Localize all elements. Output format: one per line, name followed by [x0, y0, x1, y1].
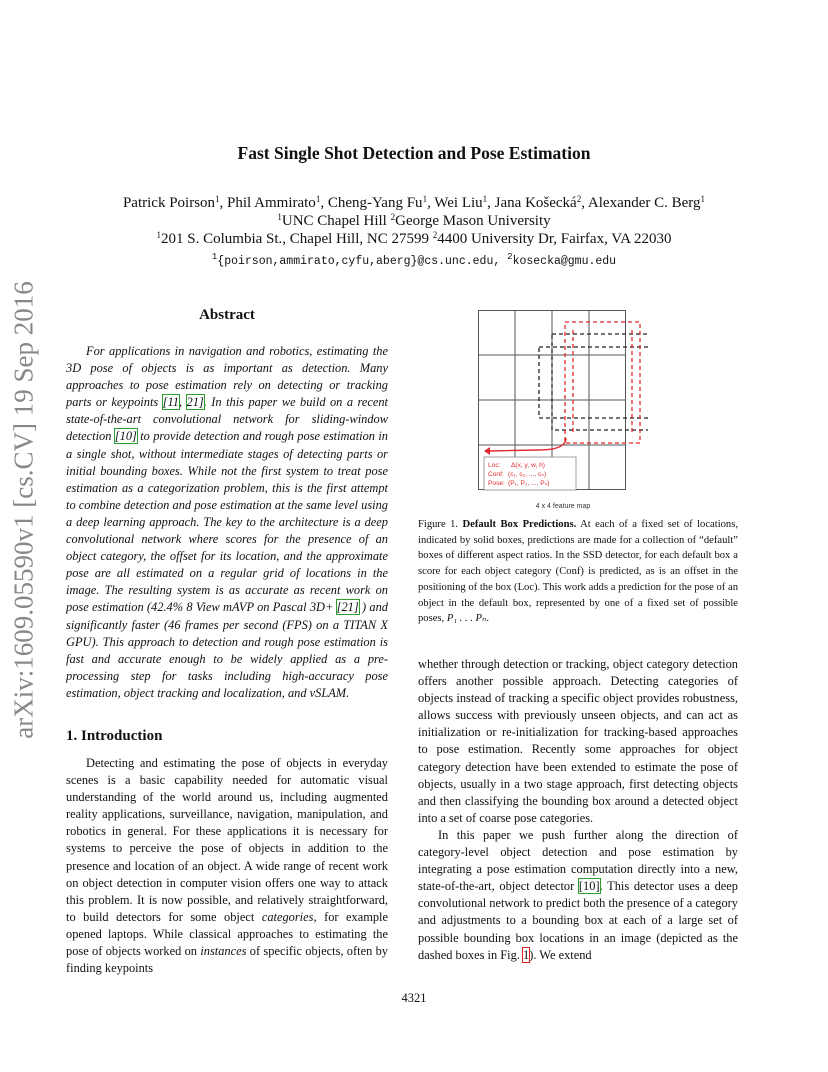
arrow-head	[484, 447, 490, 455]
paragraph: whether through detection or tracking, object category detection offers another possible approach. Detecting categories of objects instead of tracking a specific object provides robustness, allows success with previously unseen objects, and can act as initialization or re-initialization for tracking-based approaches to pose estimation. Recently some approaches for object category detection have been extended to estimate the pose of objects, usually in a two stage approach, first detecting objects and then classifying the bounding box around a detected object into a set of coarse pose categories.	[418, 657, 738, 825]
citation-link[interactable]: [11	[162, 395, 179, 410]
author-name: Wei Liu	[434, 195, 483, 211]
author-name: Jana Košecká	[494, 195, 577, 211]
author-name: Phil Ammirato	[227, 195, 316, 211]
author-block	[0, 194, 828, 248]
introduction-text: Detecting and estimating the pose of objects in everyday scenes is a basic capability needed for automatic visual understanding of the world around us, including augmented reality applications, surveillance, navigation, manipulation, and robotics in general. For these applications it is necessary for systems to perceive the pose of objects in addition to the presence and location of an object. A wide range of recent work on object detection in computer vision offers one way to attack this problem. It is now possible, and relatively straightforward, to build detectors for some object categories, for example opened laptops. While classical approaches to estimating the pose of objects worked on instances of specific objects, often by finding keypoints	[66, 756, 389, 976]
citation-link[interactable]: [10]	[114, 429, 137, 444]
citation-link[interactable]: 21]	[186, 395, 204, 410]
page-number: 4321	[401, 991, 427, 1005]
default-box-figure	[478, 310, 648, 500]
abstract-heading: Abstract	[199, 307, 255, 323]
section-heading-introduction: 1. Introduction	[66, 728, 163, 744]
author-emails: $^1${poirson,ammirato,cyfu,aberg}@cs.unc.edu, $^2$kosecka@gmu.edu	[211, 252, 617, 268]
loc-value: Δ(x, y, w, h)	[511, 462, 545, 469]
abstract-text: For applications in navigation and robotics, estimating the 3D pose of objects is as important as detection. Many approaches to pose estimation rely on detecting or tracking parts or keypoints [11, 21]. In this paper we build on a recent state-of-the-art convolutional network for sliding-window detection [10] to provide detection and rough pose estimation in a single shot, without intermediate stages of detecting parts or initial bounding boxes. While not the first system to treat pose estimation as a categorization problem, this is the first attempt to combine detection and pose estimation at the same level using a deep learning approach. The key to the architecture is a deep convolutional network where scores for the presence of an object category, the offset for its location, and the approximate pose are all estimated on a regular grid of locations in the image. The resulting system is as accurate as recent work on pose estimation (42.4% 8 View mAVP on Pascal 3D+ [21] ) and significantly faster (46 frames per second (FPS) on a TITAN X GPU). This approach to detection and rough pose estimation is fast and accurate enough to be widely applied as a pre-processing step for tasks including high-accuracy pose estimation, object tracking and localization, and vSLAM.	[66, 344, 388, 700]
conf-label: Conf:	[488, 471, 504, 478]
right-column-text	[418, 656, 738, 964]
default-box-black-2	[552, 334, 648, 430]
pose-label: Pose:	[488, 480, 505, 487]
citation-link[interactable]: [21]	[336, 600, 359, 615]
prediction-legend	[488, 462, 550, 487]
author-name: Cheng-Yang Fu	[327, 195, 423, 211]
addresses: $^1$201 S. Columbia St., Chapel Hill, NC 27599 $^2$4400 University Dr, Fairfax, VA 22030	[156, 230, 672, 247]
figure-caption: Figure 1. Default Box Predictions. At each of a fixed set of locations, indicated by solid boxes, predictions are made for a collection of “default” boxes of different aspect ratios. In the SSD detector, for each default box a score for each object category (Conf) is predicted, as is an offset in the positioning of the box (Loc). This work adds a prediction for the pose of an object in the default box, represented by one of a fixed set of possible poses, P₁ . . . Pₙ.	[418, 519, 738, 625]
loc-label: Loc:	[488, 462, 501, 469]
author-names: Patrick Poirson$^1$, Phil Ammirato$^1$, Cheng-Yang Fu$^1$, Wei Liu$^1$, Jana Košecká$^2$, Alexander C. Berg$^1$	[122, 194, 706, 211]
paper-title: Fast Single Shot Detection and Pose Estimation	[237, 143, 591, 163]
author-name: Alexander C. Berg	[587, 195, 701, 211]
paragraph: In this paper we push further along the direction of category-level object detection and pose estimation by integrating a pose estimation computation directly into a new, state-of-the-art, object detector [10]. This detector uses a deep convolutional network to predict both the presence of a category and adjustments to a bounding box at each of a large set of possible bounding box locations in an image (depicted as the dashed boxes in Fig. 1). We extend	[418, 827, 738, 962]
affiliations: $^1$UNC Chapel Hill $^2$George Mason University	[277, 212, 551, 229]
default-box-red-1	[565, 322, 640, 443]
conf-value: (c₁, c₂, ..., cₙ)	[508, 471, 547, 478]
arxiv-stamp: arXiv:1609.05590v1 [cs.CV] 19 Sep 2016	[8, 281, 39, 739]
author-name: Patrick Poirson	[122, 195, 216, 211]
pose-value: (P₁, P₂, ..., Pₙ)	[508, 480, 550, 487]
feature-map-label: 4 x 4 feature map	[535, 503, 591, 510]
citation-link[interactable]: [10]	[578, 879, 600, 894]
figure-link[interactable]: 1	[522, 947, 530, 962]
